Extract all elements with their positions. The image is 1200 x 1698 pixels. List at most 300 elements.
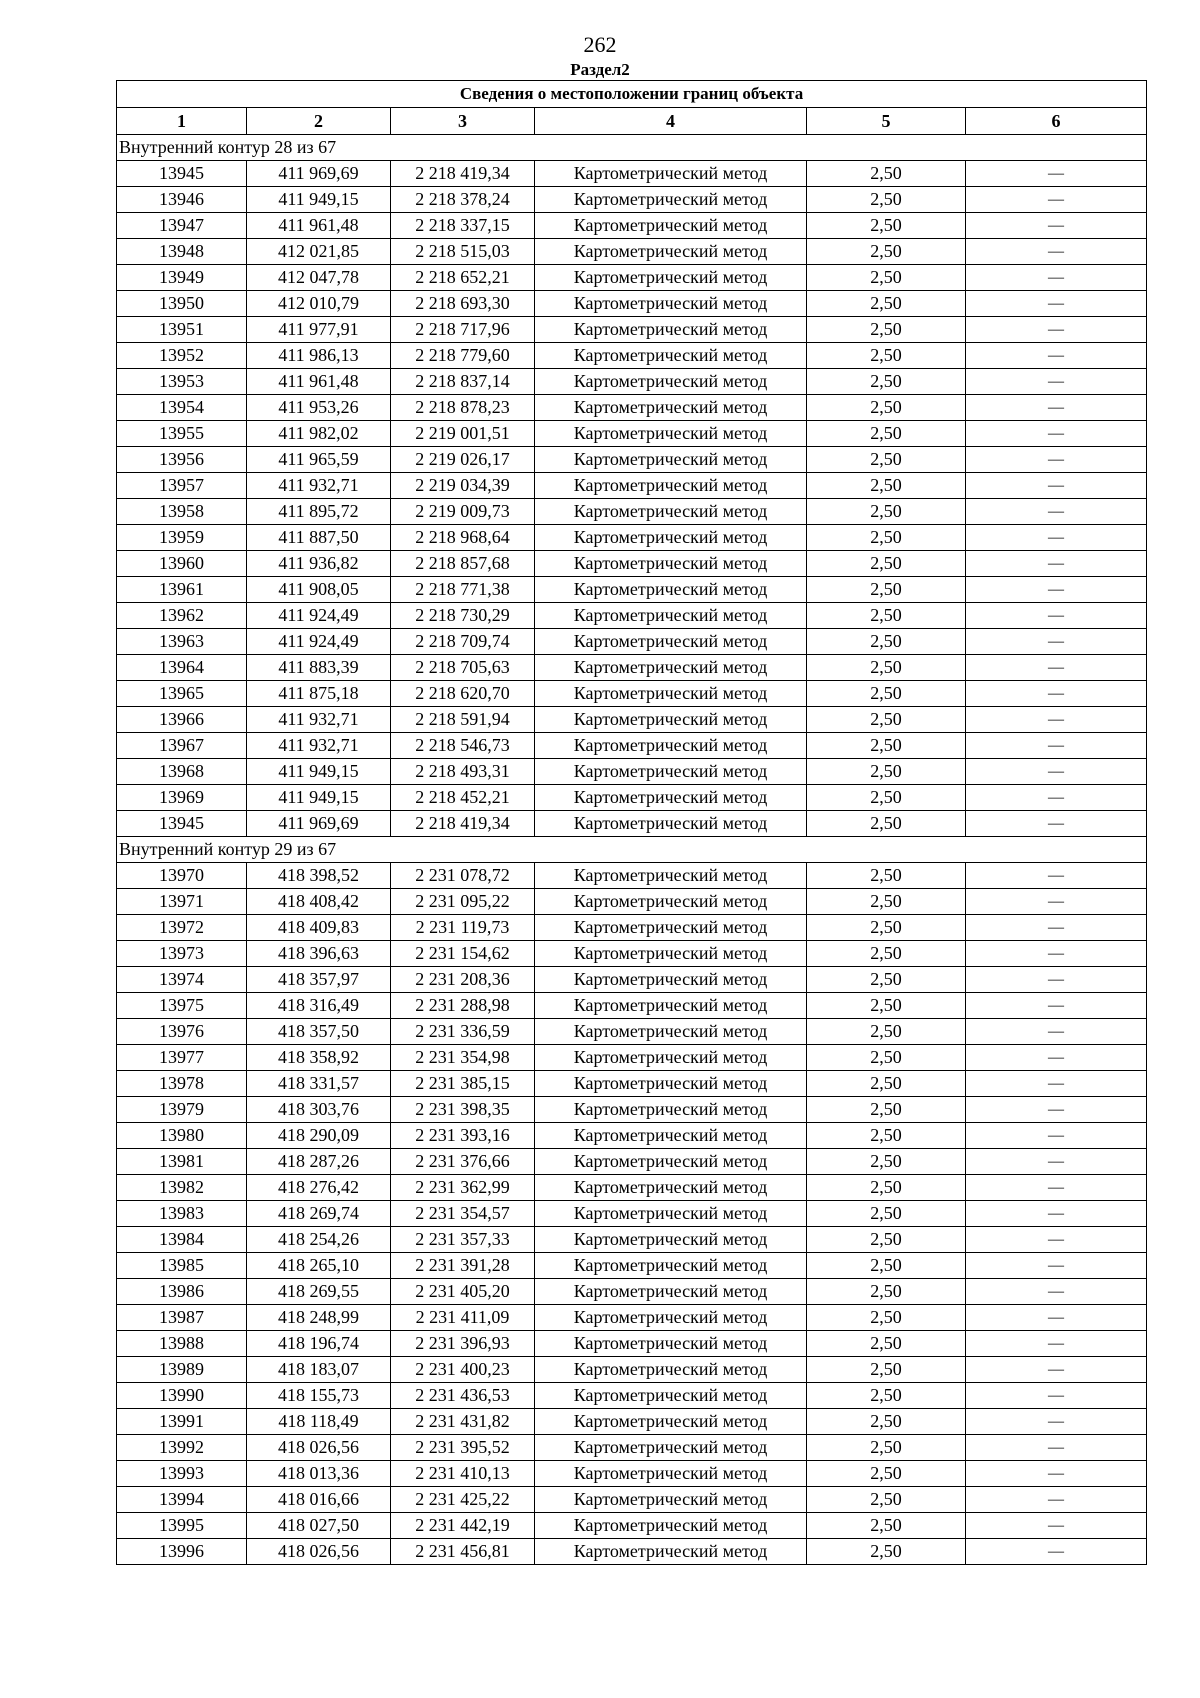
header-cell: 4 (535, 108, 807, 135)
table-cell: 411 895,72 (247, 499, 391, 525)
table-cell: 2 218 652,21 (391, 265, 535, 291)
table-cell: 13968 (117, 759, 247, 785)
table-cell: 411 977,91 (247, 317, 391, 343)
table-cell: 418 118,49 (247, 1409, 391, 1435)
table-cell: 2 218 337,15 (391, 213, 535, 239)
table-cell: 418 396,63 (247, 941, 391, 967)
table-cell: — (966, 161, 1147, 187)
table-row (117, 629, 1147, 655)
table-cell: 2 218 968,64 (391, 525, 535, 551)
table-cell: 13946 (117, 187, 247, 213)
table-cell: 418 183,07 (247, 1357, 391, 1383)
table-cell: 2,50 (807, 941, 966, 967)
table-cell: 2 218 620,70 (391, 681, 535, 707)
table-cell: 2,50 (807, 551, 966, 577)
table-cell: 13947 (117, 213, 247, 239)
table-cell: 2 231 154,62 (391, 941, 535, 967)
table-cell: 418 316,49 (247, 993, 391, 1019)
table-cell: Картометрический метод (535, 1253, 807, 1279)
table-cell: — (966, 785, 1147, 811)
table-cell: 418 287,26 (247, 1149, 391, 1175)
table-row (117, 1253, 1147, 1279)
table-header-row (117, 108, 1147, 135)
table-cell: 2 218 779,60 (391, 343, 535, 369)
table-cell: Картометрический метод (535, 265, 807, 291)
group-label: Внутренний контур 29 из 67 (117, 837, 1147, 863)
table-cell: 2,50 (807, 1305, 966, 1331)
table-cell: Картометрический метод (535, 1227, 807, 1253)
table-cell: 418 269,55 (247, 1279, 391, 1305)
table-cell: 2,50 (807, 1487, 966, 1513)
table-cell: 13957 (117, 473, 247, 499)
table-cell: Картометрический метод (535, 629, 807, 655)
table-row (117, 343, 1147, 369)
table-cell: 13972 (117, 915, 247, 941)
table-row (117, 1305, 1147, 1331)
table-cell: 13950 (117, 291, 247, 317)
table-cell: — (966, 1435, 1147, 1461)
table-cell: — (966, 1071, 1147, 1097)
table-cell: — (966, 1097, 1147, 1123)
table-cell: Картометрический метод (535, 1279, 807, 1305)
table-cell: 2 218 705,63 (391, 655, 535, 681)
table-cell: 2 218 419,34 (391, 811, 535, 837)
table-cell: — (966, 551, 1147, 577)
table-cell: — (966, 1383, 1147, 1409)
table-cell: 2,50 (807, 317, 966, 343)
table-cell: — (966, 603, 1147, 629)
table-cell: 2,50 (807, 889, 966, 915)
header-cell: 2 (247, 108, 391, 135)
header-cell: 1 (117, 108, 247, 135)
table-cell: Картометрический метод (535, 1045, 807, 1071)
table-cell: Картометрический метод (535, 447, 807, 473)
table-cell: 13956 (117, 447, 247, 473)
table-cell: — (966, 889, 1147, 915)
table-cell: 13987 (117, 1305, 247, 1331)
table-cell: Картометрический метод (535, 577, 807, 603)
table-cell: 2,50 (807, 1019, 966, 1045)
group-row (117, 837, 1147, 863)
table-cell: — (966, 577, 1147, 603)
table-cell: 13959 (117, 525, 247, 551)
table-cell: 2 231 425,22 (391, 1487, 535, 1513)
table-cell: 13971 (117, 889, 247, 915)
table-cell: Картометрический метод (535, 915, 807, 941)
table-row (117, 915, 1147, 941)
table-cell: — (966, 1513, 1147, 1539)
table-cell: Картометрический метод (535, 811, 807, 837)
table-cell: — (966, 499, 1147, 525)
table-cell: 2,50 (807, 343, 966, 369)
table-row (117, 785, 1147, 811)
table-cell: 2 218 693,30 (391, 291, 535, 317)
table-cell: 13990 (117, 1383, 247, 1409)
table-cell: 13985 (117, 1253, 247, 1279)
table-cell: 411 875,18 (247, 681, 391, 707)
table-row (117, 993, 1147, 1019)
table-cell: 2,50 (807, 655, 966, 681)
table-cell: 2 231 095,22 (391, 889, 535, 915)
table-cell: 2,50 (807, 213, 966, 239)
table-row (117, 707, 1147, 733)
table-cell: 2 219 026,17 (391, 447, 535, 473)
table-row (117, 291, 1147, 317)
table-cell: — (966, 265, 1147, 291)
table-row (117, 1331, 1147, 1357)
table-cell: Картометрический метод (535, 785, 807, 811)
table-cell: Картометрический метод (535, 863, 807, 889)
table-cell: 2 219 034,39 (391, 473, 535, 499)
table-row (117, 1071, 1147, 1097)
table-cell: Картометрический метод (535, 1331, 807, 1357)
table-cell: 13983 (117, 1201, 247, 1227)
table-row (117, 395, 1147, 421)
table-cell: 418 398,52 (247, 863, 391, 889)
table-cell: 13951 (117, 317, 247, 343)
table-cell: 2,50 (807, 239, 966, 265)
table-cell: — (966, 655, 1147, 681)
table-cell: Картометрический метод (535, 1461, 807, 1487)
table-cell: Картометрический метод (535, 187, 807, 213)
table-cell: — (966, 759, 1147, 785)
table-cell: 13970 (117, 863, 247, 889)
table-cell: 418 196,74 (247, 1331, 391, 1357)
table-cell: 13986 (117, 1279, 247, 1305)
table-cell: 2,50 (807, 369, 966, 395)
table-cell: — (966, 1357, 1147, 1383)
table-cell: Картометрический метод (535, 1097, 807, 1123)
table-cell: Картометрический метод (535, 759, 807, 785)
table-cell: — (966, 291, 1147, 317)
table-row (117, 1175, 1147, 1201)
table-cell: 2,50 (807, 187, 966, 213)
table-cell: — (966, 1201, 1147, 1227)
table-cell: 418 290,09 (247, 1123, 391, 1149)
table-cell: 2,50 (807, 863, 966, 889)
table-cell: Картометрический метод (535, 1149, 807, 1175)
table-cell: — (966, 629, 1147, 655)
table-cell: 418 331,57 (247, 1071, 391, 1097)
table-cell: 411 961,48 (247, 369, 391, 395)
table-cell: 2 231 410,13 (391, 1461, 535, 1487)
table-cell: 418 155,73 (247, 1383, 391, 1409)
table-cell: 2 218 591,94 (391, 707, 535, 733)
table-cell: 2,50 (807, 681, 966, 707)
table-cell: 13991 (117, 1409, 247, 1435)
table-cell: 411 908,05 (247, 577, 391, 603)
table-cell: — (966, 213, 1147, 239)
table-cell: 2 231 385,15 (391, 1071, 535, 1097)
table-cell: — (966, 1149, 1147, 1175)
table-cell: 2,50 (807, 785, 966, 811)
table-cell: Картометрический метод (535, 395, 807, 421)
table-cell: 2 231 393,16 (391, 1123, 535, 1149)
table-cell: 2 219 001,51 (391, 421, 535, 447)
table-cell: 13984 (117, 1227, 247, 1253)
table-cell: Картометрический метод (535, 473, 807, 499)
table-cell: Картометрический метод (535, 421, 807, 447)
header-cell: 5 (807, 108, 966, 135)
table-cell: 418 026,56 (247, 1539, 391, 1565)
table-row (117, 1435, 1147, 1461)
table-row (117, 239, 1147, 265)
table-cell: 2 231 336,59 (391, 1019, 535, 1045)
table-cell: 2,50 (807, 265, 966, 291)
table-cell: Картометрический метод (535, 343, 807, 369)
section-title: Раздел2 (570, 60, 630, 79)
table-cell: Картометрический метод (535, 551, 807, 577)
table-cell: 2,50 (807, 707, 966, 733)
table-cell: 2,50 (807, 603, 966, 629)
table-row (117, 213, 1147, 239)
table-cell: 2 231 078,72 (391, 863, 535, 889)
table-cell: 411 965,59 (247, 447, 391, 473)
table-row (117, 447, 1147, 473)
table-cell: 2,50 (807, 525, 966, 551)
table-cell: — (966, 1253, 1147, 1279)
table-cell: 13976 (117, 1019, 247, 1045)
table-cell: 2,50 (807, 1279, 966, 1305)
table-cell: 2 231 376,66 (391, 1149, 535, 1175)
table-cell: — (966, 993, 1147, 1019)
table-row (117, 1513, 1147, 1539)
table-cell: 411 986,13 (247, 343, 391, 369)
boundary-table (116, 80, 1147, 1565)
table-row (117, 1045, 1147, 1071)
table-cell: 13949 (117, 265, 247, 291)
table-cell: 13978 (117, 1071, 247, 1097)
table-cell: 2,50 (807, 473, 966, 499)
table-cell: 411 953,26 (247, 395, 391, 421)
table-cell: 13952 (117, 343, 247, 369)
table-row (117, 889, 1147, 915)
header-cell: 3 (391, 108, 535, 135)
group-label: Внутренний контур 28 из 67 (117, 135, 1147, 161)
table-row (117, 967, 1147, 993)
table-cell: 2 219 009,73 (391, 499, 535, 525)
table-row (117, 369, 1147, 395)
table-row (117, 1227, 1147, 1253)
table-cell: 412 021,85 (247, 239, 391, 265)
table-row (117, 863, 1147, 889)
table-cell: Картометрический метод (535, 1409, 807, 1435)
table-cell: — (966, 863, 1147, 889)
table-row (117, 655, 1147, 681)
table-row (117, 811, 1147, 837)
table-cell: — (966, 239, 1147, 265)
table-cell: 13988 (117, 1331, 247, 1357)
table-cell: 412 010,79 (247, 291, 391, 317)
table-cell: 2 218 730,29 (391, 603, 535, 629)
table-cell: 418 013,36 (247, 1461, 391, 1487)
table-cell: Картометрический метод (535, 993, 807, 1019)
table-cell: Картометрический метод (535, 213, 807, 239)
table-cell: 411 883,39 (247, 655, 391, 681)
table-cell: 411 969,69 (247, 161, 391, 187)
table-caption-row (117, 81, 1147, 108)
table-cell: 13979 (117, 1097, 247, 1123)
table-caption: Сведения о местоположении границ объекта (117, 81, 1147, 108)
table-cell: 13977 (117, 1045, 247, 1071)
table-cell: 2 231 396,93 (391, 1331, 535, 1357)
table-cell: 13980 (117, 1123, 247, 1149)
table-cell: — (966, 1123, 1147, 1149)
table-row (117, 733, 1147, 759)
table-cell: 2 218 857,68 (391, 551, 535, 577)
table-row (117, 1201, 1147, 1227)
table-cell: 13948 (117, 239, 247, 265)
table-cell: 2 218 546,73 (391, 733, 535, 759)
table-cell: 2,50 (807, 629, 966, 655)
table-cell: 13960 (117, 551, 247, 577)
table-cell: 13981 (117, 1149, 247, 1175)
table-cell: Картометрический метод (535, 1487, 807, 1513)
table-cell: 2,50 (807, 759, 966, 785)
table-cell: 2,50 (807, 1045, 966, 1071)
table-cell: 411 949,15 (247, 785, 391, 811)
table-cell: 2,50 (807, 421, 966, 447)
table-cell: 13961 (117, 577, 247, 603)
table-cell: 13965 (117, 681, 247, 707)
table-cell: 13958 (117, 499, 247, 525)
table-cell: — (966, 1227, 1147, 1253)
table-cell: 2,50 (807, 1357, 966, 1383)
table-cell: — (966, 1487, 1147, 1513)
table-cell: 411 932,71 (247, 473, 391, 499)
table-cell: — (966, 187, 1147, 213)
table-cell: 2 231 405,20 (391, 1279, 535, 1305)
table-cell: — (966, 343, 1147, 369)
table-cell: 2 231 436,53 (391, 1383, 535, 1409)
table-cell: 2 218 878,23 (391, 395, 535, 421)
table-cell: 411 924,49 (247, 603, 391, 629)
table-row (117, 421, 1147, 447)
table-cell: 411 924,49 (247, 629, 391, 655)
table-cell: 13954 (117, 395, 247, 421)
table-cell: Картометрический метод (535, 733, 807, 759)
table-cell: 13955 (117, 421, 247, 447)
table-cell: 2 218 515,03 (391, 239, 535, 265)
table-cell: — (966, 1019, 1147, 1045)
table-row (117, 1383, 1147, 1409)
table-cell: 418 357,97 (247, 967, 391, 993)
table-cell: 2 231 362,99 (391, 1175, 535, 1201)
table-cell: 13963 (117, 629, 247, 655)
table-cell: Картометрический метод (535, 1123, 807, 1149)
table-cell: 13945 (117, 811, 247, 837)
table-cell: — (966, 421, 1147, 447)
table-cell: 2 218 771,38 (391, 577, 535, 603)
table-cell: 2 231 288,98 (391, 993, 535, 1019)
table-cell: Картометрический метод (535, 525, 807, 551)
table-cell: 13969 (117, 785, 247, 811)
table-cell: — (966, 1305, 1147, 1331)
table-cell: 2,50 (807, 1253, 966, 1279)
table-cell: 418 358,92 (247, 1045, 391, 1071)
table-cell: 13989 (117, 1357, 247, 1383)
table-row (117, 1149, 1147, 1175)
table-cell: 2 231 398,35 (391, 1097, 535, 1123)
table-cell: 2,50 (807, 161, 966, 187)
table-cell: Картометрический метод (535, 499, 807, 525)
table-cell: — (966, 369, 1147, 395)
table-cell: 2,50 (807, 733, 966, 759)
table-row (117, 1487, 1147, 1513)
table-cell: 418 269,74 (247, 1201, 391, 1227)
table-cell: Картометрический метод (535, 655, 807, 681)
table-cell: 2 231 395,52 (391, 1435, 535, 1461)
table-cell: — (966, 733, 1147, 759)
table-cell: 2,50 (807, 1461, 966, 1487)
table-cell: 13993 (117, 1461, 247, 1487)
table-row (117, 577, 1147, 603)
table-cell: Картометрический метод (535, 1383, 807, 1409)
table-cell: 13995 (117, 1513, 247, 1539)
table-row (117, 265, 1147, 291)
page-number: 262 (583, 32, 617, 57)
table-cell: 2,50 (807, 447, 966, 473)
table-cell: 2 231 411,09 (391, 1305, 535, 1331)
table-cell: 411 936,82 (247, 551, 391, 577)
table-cell: 2 231 208,36 (391, 967, 535, 993)
table-cell: 2,50 (807, 1097, 966, 1123)
table-cell: — (966, 1279, 1147, 1305)
table-cell: 2,50 (807, 967, 966, 993)
table-cell: Картометрический метод (535, 1201, 807, 1227)
table-cell: 2 231 391,28 (391, 1253, 535, 1279)
table-cell: 13964 (117, 655, 247, 681)
table-cell: — (966, 1175, 1147, 1201)
table-cell: 411 932,71 (247, 707, 391, 733)
table-cell: 411 949,15 (247, 759, 391, 785)
table-row (117, 941, 1147, 967)
table-cell: Картометрический метод (535, 967, 807, 993)
table-cell: 13994 (117, 1487, 247, 1513)
table-cell: Картометрический метод (535, 1435, 807, 1461)
table-cell: 412 047,78 (247, 265, 391, 291)
table-cell: Картометрический метод (535, 1019, 807, 1045)
table-cell: 2 231 456,81 (391, 1539, 535, 1565)
table-cell: Картометрический метод (535, 317, 807, 343)
table-cell: 418 027,50 (247, 1513, 391, 1539)
table-cell: 2,50 (807, 1435, 966, 1461)
header-cell: 6 (966, 108, 1147, 135)
table-cell: — (966, 1409, 1147, 1435)
table-row (117, 681, 1147, 707)
table-row (117, 1461, 1147, 1487)
table-cell: 2,50 (807, 1227, 966, 1253)
table-cell: 13975 (117, 993, 247, 1019)
table-row (117, 317, 1147, 343)
table-cell: 418 276,42 (247, 1175, 391, 1201)
table-row (117, 759, 1147, 785)
table-cell: 2,50 (807, 1149, 966, 1175)
table-cell: 418 248,99 (247, 1305, 391, 1331)
table-row (117, 473, 1147, 499)
table-cell: — (966, 525, 1147, 551)
table-row (117, 1357, 1147, 1383)
table-cell: — (966, 967, 1147, 993)
table-cell: — (966, 811, 1147, 837)
table-cell: 2 218 709,74 (391, 629, 535, 655)
table-cell: 2,50 (807, 577, 966, 603)
table-row (117, 499, 1147, 525)
table-cell: Картометрический метод (535, 161, 807, 187)
table-cell: 418 408,42 (247, 889, 391, 915)
table-cell: 2 218 452,21 (391, 785, 535, 811)
table-cell: 2,50 (807, 1123, 966, 1149)
